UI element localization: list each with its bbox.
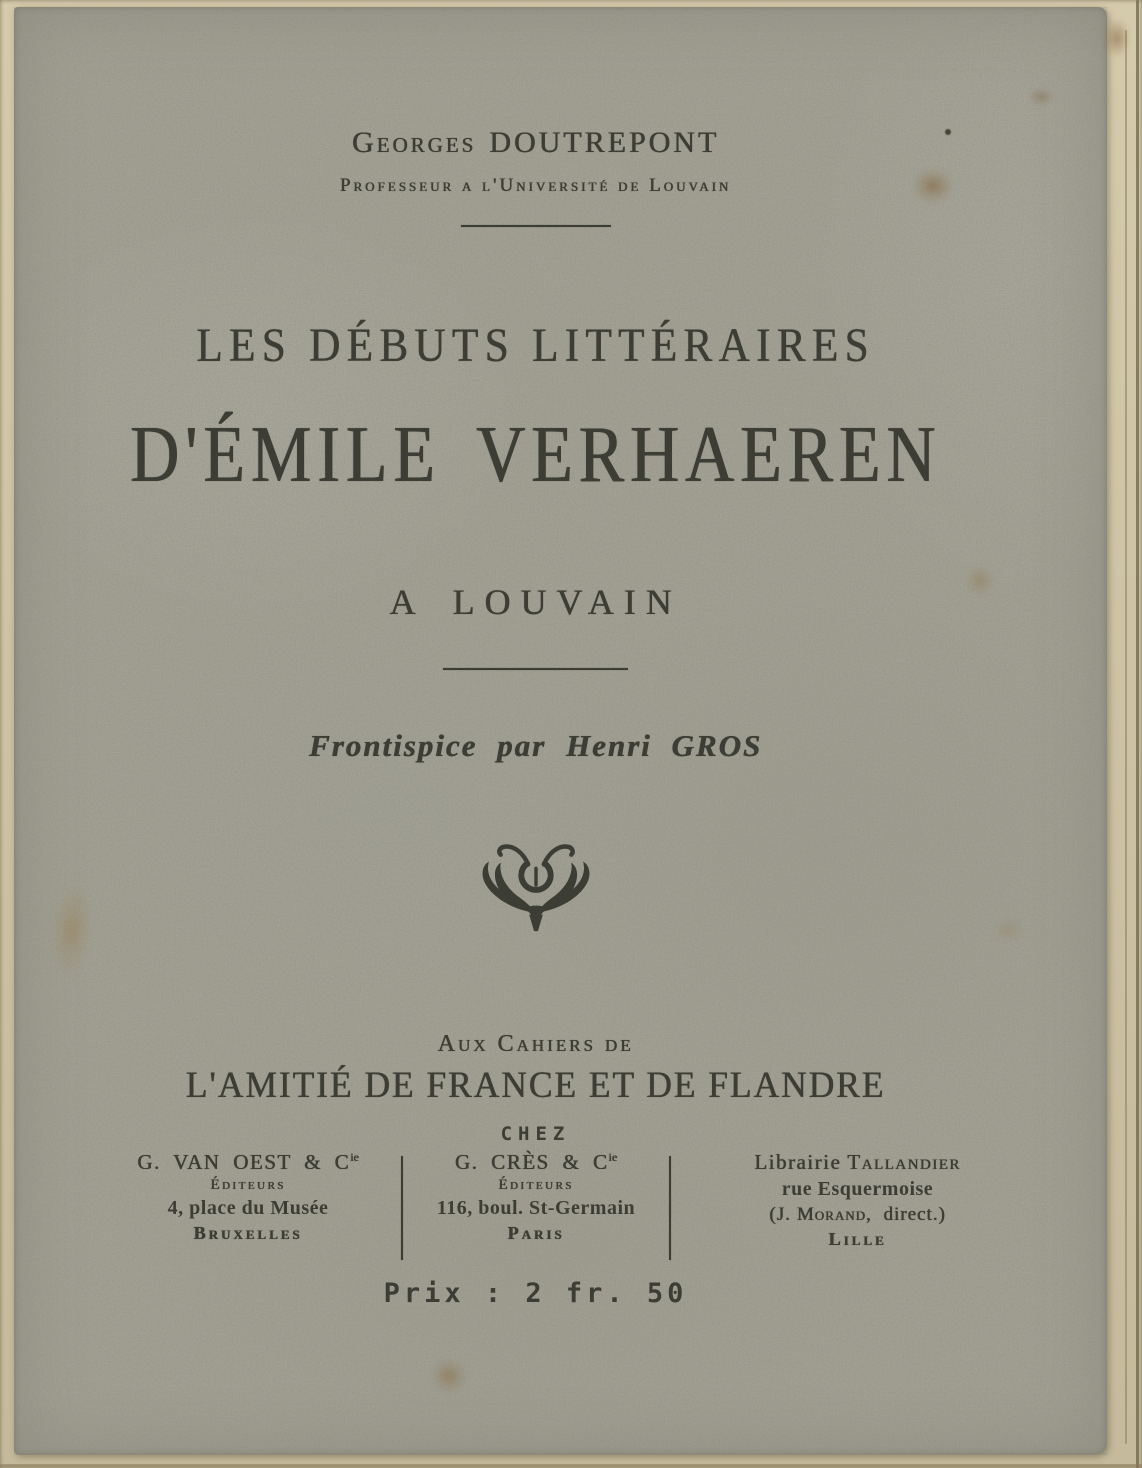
publisher-address: rue Esquermoise bbox=[781, 1177, 934, 1200]
chez-label: CHEZ bbox=[500, 1123, 571, 1145]
publishers-block bbox=[95, 1150, 1044, 1264]
author-last-name: DOUTREPONT bbox=[489, 126, 720, 159]
publisher-name: Librairie Tallandier bbox=[754, 1150, 961, 1174]
author-rule bbox=[461, 225, 611, 227]
series-line-1: Aux Cahiers de bbox=[437, 1031, 634, 1057]
publisher-city: Paris bbox=[507, 1223, 565, 1244]
price-line: Prix : 2 fr. 50 bbox=[383, 1278, 688, 1309]
page-edge-seam bbox=[1125, 30, 1127, 1444]
tulip-fleuron-icon bbox=[14, 838, 1057, 940]
publisher-name-superscript: ie bbox=[350, 1150, 359, 1164]
author-first-name: Georges bbox=[351, 126, 477, 159]
publisher-name: G. CRÈS & $C^{ie}$ bbox=[454, 1150, 618, 1174]
author-name bbox=[14, 128, 1057, 158]
publisher-city: Lille bbox=[828, 1228, 887, 1249]
series-line-2: L'AMITIÉ DE FRANCE ET DE FLANDRE bbox=[185, 1065, 886, 1106]
publisher-director: (J. Morand, direct.) bbox=[769, 1204, 946, 1226]
title-line-3: A LOUVAIN bbox=[389, 582, 682, 622]
title-rule bbox=[443, 668, 628, 670]
book-cover bbox=[14, 7, 1107, 1455]
publisher-city: Bruxelles bbox=[193, 1223, 303, 1244]
publisher-name: G. VAN OEST & $C^{ie}$ bbox=[137, 1150, 359, 1174]
publisher-name-superscript: ie bbox=[608, 1150, 618, 1164]
publisher-role: Éditeurs bbox=[498, 1176, 574, 1193]
publisher-column-tallandier bbox=[671, 1150, 1044, 1264]
title-line-2: D'ÉMILE VERHAEREN bbox=[129, 411, 942, 499]
publisher-role: Éditeurs bbox=[210, 1176, 286, 1193]
publisher-column-van-oest bbox=[95, 1150, 401, 1264]
page-edge-line bbox=[1136, 0, 1139, 1468]
publisher-column-cres bbox=[403, 1150, 669, 1264]
frontispiece-credit: Frontispice par Henri GROS bbox=[308, 728, 763, 763]
publisher-address: 4, place du Musée bbox=[167, 1197, 329, 1220]
publisher-address: 116, boul. St-Germain bbox=[436, 1197, 636, 1220]
page-edge-bottom bbox=[0, 1464, 1142, 1467]
title-line-1: LES DÉBUTS LITTÉRAIRES bbox=[196, 319, 875, 372]
author-affiliation: Professeur a l'Université de Louvain bbox=[339, 175, 732, 196]
